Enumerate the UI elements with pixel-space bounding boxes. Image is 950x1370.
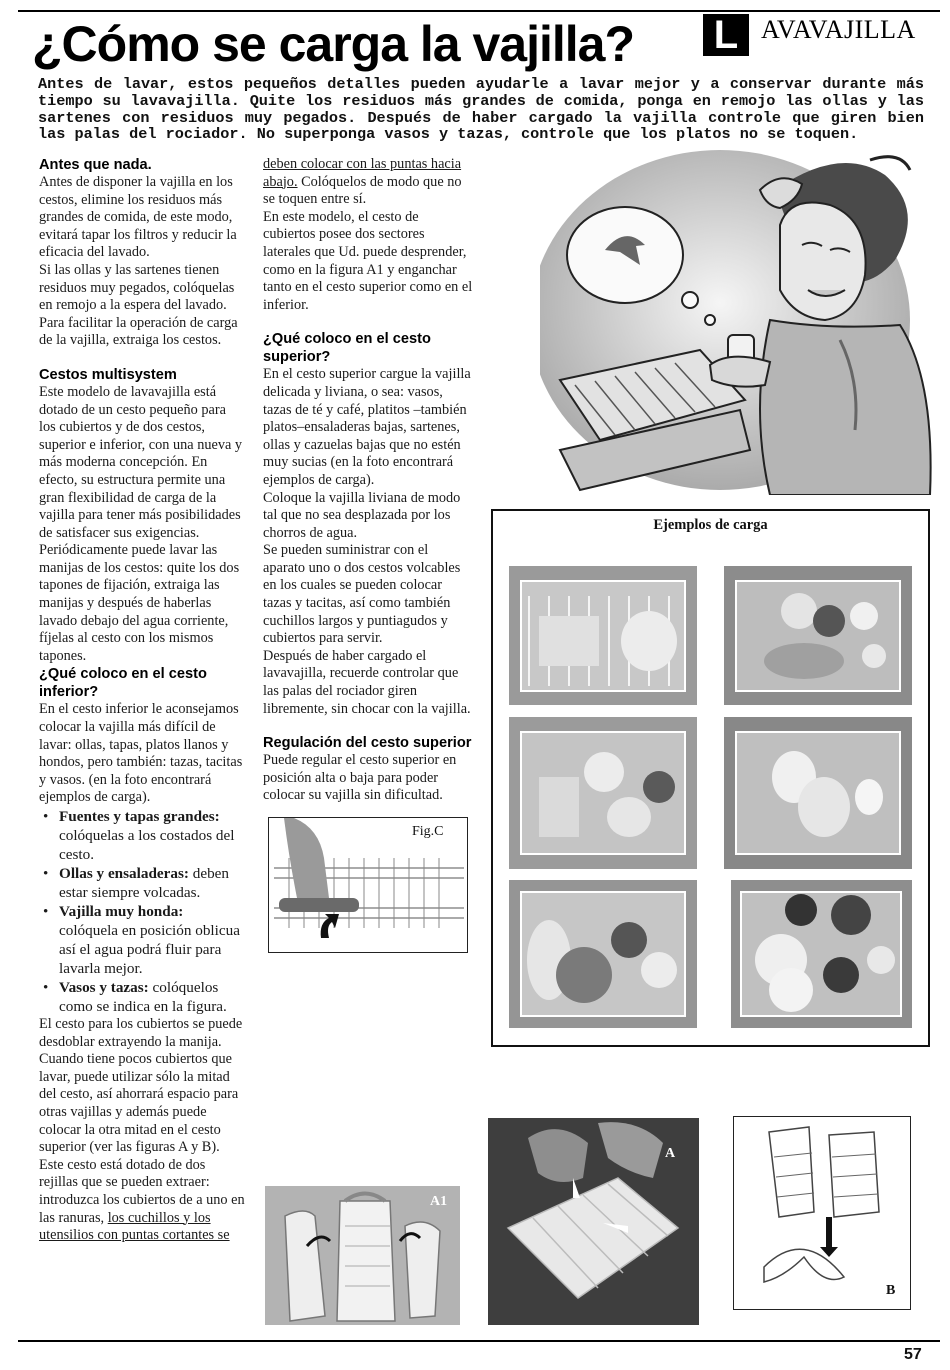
text-column-1 (39, 156, 245, 1245)
section-badge (703, 14, 938, 56)
paragraph: En el cesto inferior le aconsejamos colocar la vajilla más difícil de lavar: ollas, tapas, platos llanos y hondos, pero también: tazas, tacitas y vasos. (en la foto encontrará ejemplos de carga). (39, 701, 243, 806)
section-letter: L (703, 14, 749, 56)
figure-a1-cutlery-basket-sectors (265, 1186, 460, 1325)
paragraph: Periódicamente puede lavar las manijas de los cestos: quite los dos tapones de fijación, extraiga las manijas y después de haberlas lavado debajo del agua corriente, fíjelas al cesto con los mismos tapones. (39, 542, 240, 664)
load-example-photo (509, 566, 697, 705)
bullet-list (39, 807, 245, 1016)
heading-cestos-multisystem: Cestos multisystem (39, 366, 177, 383)
load-examples-title: Ejemplos de carga (653, 517, 768, 533)
top-rule (18, 10, 940, 12)
load-example-photo (724, 566, 912, 705)
illustration-woman-loading-dishwasher (540, 150, 935, 495)
paragraph: Este modelo de lavavajilla está dotado de un cesto pequeño para los cubiertos y de dos cestos, superior e inferior, con una nueva y más moderna concepción. En efecto, su estructura permite una gran flexibilidad de carga de la vajilla para tener más posibilidades de satisfacer sus exigencias. (39, 383, 243, 541)
figure-b-caption: B (886, 1283, 896, 1298)
list-item: • Vasos y tazas: colóquelos como se indica en la figura. (39, 978, 245, 1016)
paragraph: Puede regular el cesto superior en posición alta o baja para poder colocar su vajilla sin dificultad. (263, 752, 457, 804)
list-item: • Fuentes y tapas grandes: colóquelas a los costados del cesto. (39, 807, 245, 864)
load-example-photo (509, 880, 697, 1028)
figure-a1-caption: A1 (430, 1194, 448, 1209)
paragraph: Coloque la vajilla liviana de modo tal que no sea desplazada por los chorros de agua. (263, 489, 461, 541)
heading-regulacion: Regulación del cesto superior (263, 735, 472, 752)
paragraph: Después de haber cargado el lavavajilla, recuerde controlar que las palas del rociador giren libremente, sin chocar con la vajilla. (263, 647, 471, 717)
intro-paragraph: Antes de lavar, estos pequeños detalles pueden ayudarle a lavar mejor y a conservar durante más tiempo su lavavajilla. Quite los residuos más grandes de comida, ponga en remojo las ollas y las sartenes con residuos muy pegados. Después de haber cargado la vajilla controle que giren bien las palas del rociador. No superponga vasos y tazas, controle que los platos no se toquen. (38, 75, 924, 144)
load-example-photo (724, 717, 912, 869)
page-title: ¿Cómo se carga la vajilla? (32, 16, 635, 72)
figure-c-caption: Fig.C (412, 824, 444, 839)
paragraph: Antes de disponer la vajilla en los cestos, elimine los residuos más grandes de comida, de este modo, evitará tapar los filtros y reducir la eficacia del lavado. (39, 174, 237, 261)
paragraph: Se pueden suministrar con el aparato uno o dos cestos volcables en los cuales se pueden colocar tazas y tacitas, así como también cuchillos largos y puntiagudos y cubiertos para servir. (263, 542, 461, 647)
paragraph: En el cesto superior cargue la vajilla delicada y liviana, o sea: vasos, tazas de té y café, platitos –también platos–ensaladeras bajas, sartenes, ollas y cazuelas bajas que no estén muy sucias (en la foto encontrará ejemplos de carga). (263, 366, 471, 488)
heading-antes-que-nada: Antes que nada. (39, 157, 152, 173)
figure-c-frame (268, 817, 468, 953)
paragraph: En este modelo, el cesto de cubiertos posee dos sectores laterales que Ud. puede desprender, como en la figura A1 y enganchar tanto en el cesto superior como en el inferior. (263, 208, 473, 313)
heading-cesto-inferior: ¿Qué coloco en el cesto inferior? (39, 666, 207, 701)
paragraph: Para facilitar la operación de carga de la vajilla, extraiga los cestos. (39, 314, 238, 349)
section-word: AVAVAJILLA (761, 15, 916, 44)
page-number: 57 (904, 1346, 922, 1363)
figure-b-cutlery-basket-drawing (734, 1117, 909, 1308)
paragraph: Este cesto está dotado de dos rejillas que se pueden extraer: introduzca los cubiertos de a uno en las ranuras, los cuchillos y los utensilios con puntas cortantes se (39, 1156, 245, 1244)
paragraph: El cesto para los cubiertos se puede desdoblar extrayendo la manija. (39, 1016, 243, 1050)
paragraph: deben colocar con las puntas hacia abajo. Colóquelos de modo que no se toquen entre sí. (263, 156, 462, 208)
load-example-photo (731, 880, 912, 1028)
text-column-2 (263, 156, 473, 805)
figure-b-frame (733, 1116, 911, 1310)
figure-a-caption: A (665, 1146, 676, 1161)
paragraph: Cuando tiene pocos cubiertos que lavar, puede utilizar sólo la mitad del cesto, así ahorrará espacio para otras vajillas y además puede colocar la otra mitad en el cesto superior (ver las figuras A y B). (39, 1051, 239, 1156)
paragraph: Si las ollas y las sartenes tienen residuos muy pegados, colóquelas en remojo a la espera del lavado. (39, 261, 235, 314)
list-item: • Vajilla muy honda: colóquela en posición oblicua así el agua podrá fluir para lavarla mejor. (39, 902, 245, 978)
bottom-rule (18, 1340, 940, 1342)
list-item: • Ollas y ensaladeras: deben estar siempre volcadas. (39, 864, 245, 902)
figure-a-cutlery-basket-halves (488, 1118, 699, 1325)
heading-cesto-superior: ¿Qué coloco en el cesto superior? (263, 331, 431, 366)
load-example-photo (509, 717, 697, 869)
